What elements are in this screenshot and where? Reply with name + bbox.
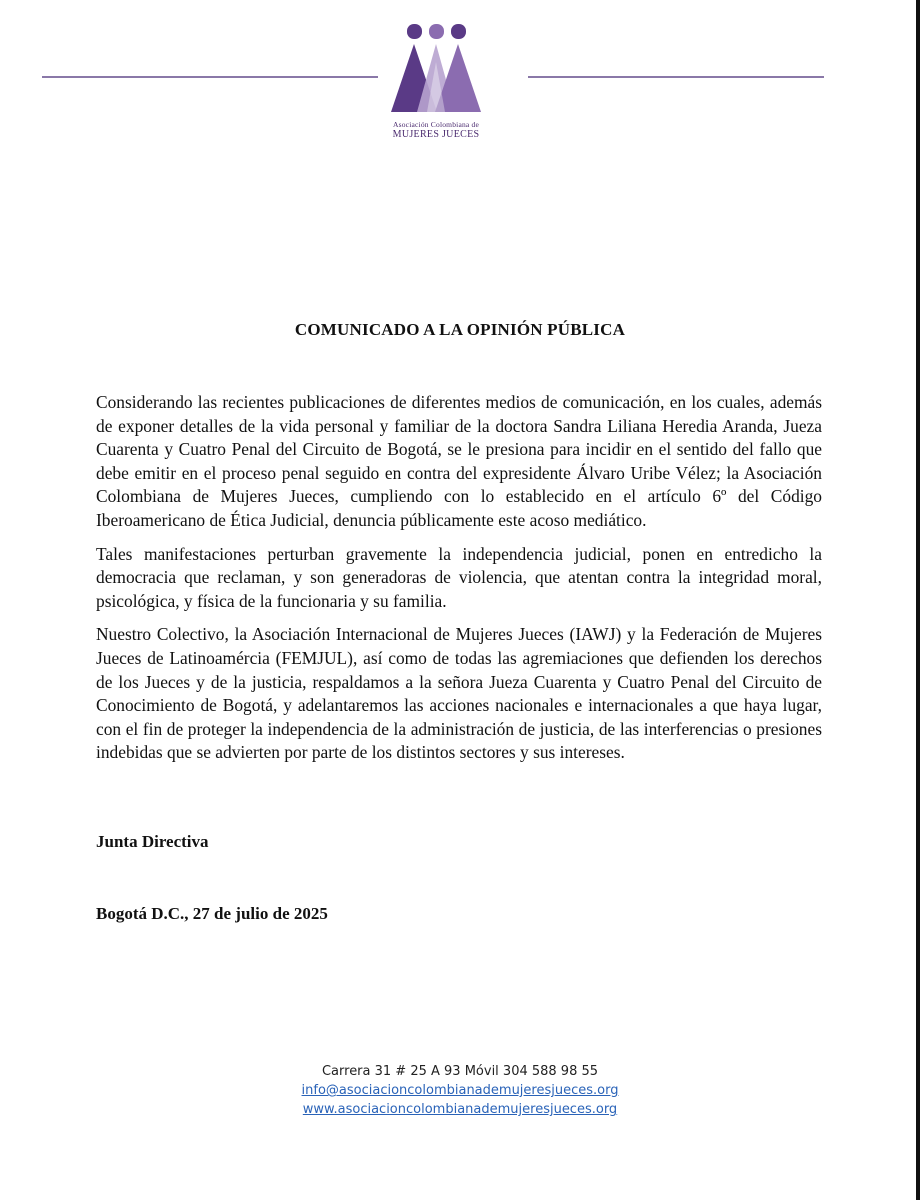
header-rule-left <box>42 76 378 78</box>
footer-email-link[interactable]: info@asociacioncolombianademujeresjueces.org <box>301 1083 619 1098</box>
footer-address: Carrera 31 # 25 A 93 Móvil 304 588 98 55 <box>321 1064 599 1079</box>
footer <box>0 1062 920 1119</box>
document-body <box>96 391 822 775</box>
logo-figures-icon <box>387 22 485 118</box>
paragraph: Tales manifestaciones perturban gravemente la independencia judicial, ponen en entredicho la democracia que reclaman, y son generadoras de violencia, que atentan contra la integridad moral, psicológica, y física de la funcionaria y su familia. <box>96 543 822 611</box>
paragraph: Considerando las recientes publicaciones de diferentes medios de comunicación, en los cuales, además de exponer detalles de la vida personal y familiar de la doctora Sandra Liliana Heredia Aranda, Jueza Cuarenta y Cuatro Penal del Circuito de Bogotá, se le presiona para incidir en el sentido del fallo que debe emitir en el proceso penal seguido en contra del expresidente Álvaro Uribe Vélez; la Asociación Colombiana de Mujeres Jueces, cumpliendo con lo establecido en el artículo 6º del Código Iberoamericano de Ética Judicial, denuncia públicamente este acoso mediático. <box>96 392 822 530</box>
logo-text-line1: Asociación Colombiana de <box>392 120 480 129</box>
logo-text-line2: MUJERES JUECES <box>392 129 480 140</box>
association-logo <box>380 22 492 148</box>
signature: Junta Directiva <box>96 832 209 851</box>
paragraph: Nuestro Colectivo, la Asociación Internacional de Mujeres Jueces (IAWJ) y la Federación de Mujeres Jueces de Latinoamércia (FEMJUL), así como de todas las agremiaciones que defienden los derechos de los Jueces y de la justicia, respaldamos a la señora Jueza Cuarenta y Cuatro Penal del Circuito de Conocimiento de Bogotá, y adelantaremos las acciones nacionales e internacionales a que haya lugar, con el fin de proteger la independencia de la administración de justicia, de las interferencias o presiones indebidas que se advierten por parte de los distintos sectores y sus intereses. <box>96 624 822 763</box>
page-title: COMUNICADO A LA OPINIÓN PÚBLICA <box>294 320 626 339</box>
footer-website-link[interactable]: www.asociacioncolombianademujeresjueces.org <box>302 1102 618 1117</box>
scan-edge <box>916 0 920 1200</box>
header-rule-right <box>528 76 824 78</box>
document-date: Bogotá D.C., 27 de julio de 2025 <box>96 904 328 923</box>
